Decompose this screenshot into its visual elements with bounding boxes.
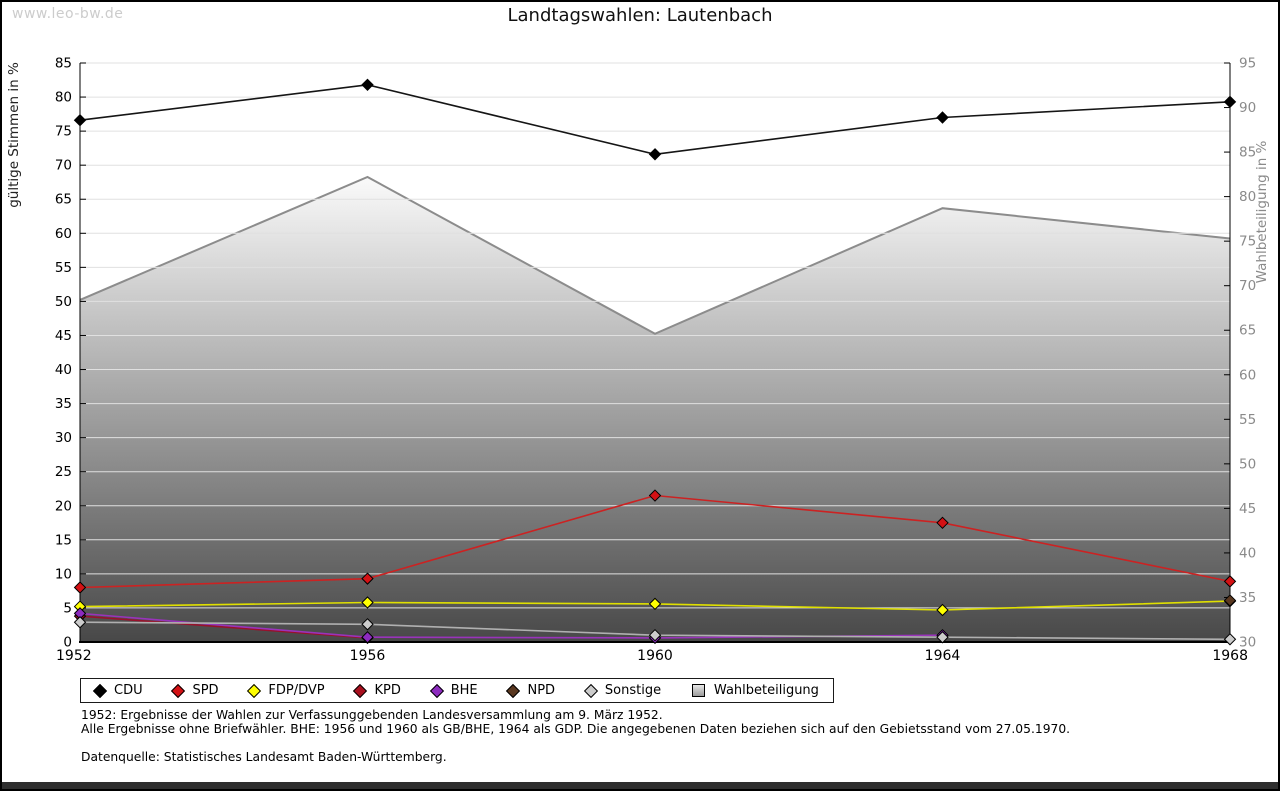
bottom-frame-bar [2,782,1278,789]
note-line-1: 1952: Ergebnisse der Wahlen zur Verfassunggebenden Landesversammlung am 9. März 1952. [81,708,663,722]
x-tick-label: 1960 [637,648,673,664]
x-tick-label: 1968 [1212,648,1248,664]
legend-label: Sonstige [604,683,662,698]
data-source: Datenquelle: Statistisches Landesamt Baden-Württemberg. [81,750,447,764]
svg-text:25: 25 [54,464,72,481]
svg-text:35: 35 [54,396,72,413]
data-point [650,149,661,160]
svg-text:55: 55 [54,259,72,276]
legend-item-cdu [95,683,143,698]
data-point [1225,96,1236,107]
svg-text:60: 60 [1239,367,1257,384]
diamond-marker-icon [247,683,261,697]
chart-legend [80,678,834,703]
svg-text:70: 70 [1239,278,1257,295]
svg-text:85: 85 [1239,144,1257,161]
left-axis-title: gültige Stimmen in % [6,62,22,208]
svg-text:65: 65 [54,191,72,208]
svg-text:55: 55 [1239,411,1257,428]
legend-item-spd [173,683,218,698]
turnout-swatch-icon [692,684,705,697]
data-point [75,115,86,126]
svg-text:50: 50 [1239,456,1257,473]
data-point [362,79,373,90]
svg-text:15: 15 [54,532,72,549]
diamond-marker-icon [93,683,107,697]
election-line-chart [2,2,1280,672]
legend-label: Wahlbeteiligung [713,683,819,698]
series-markers-cdu [75,79,1236,159]
svg-text:40: 40 [54,362,72,379]
svg-text:35: 35 [1239,589,1257,606]
legend-label: BHE [450,683,478,698]
svg-text:75: 75 [1239,233,1257,250]
legend-item-wahlbeteiligung [692,683,819,698]
note-line-2: Alle Ergebnisse ohne Briefwähler. BHE: 1956 und 1960 als GB/BHE, 1964 als GDP. Die angegebenen Daten beziehen sich auf den Gebietsstand vom 27.05.1970. [81,722,1071,736]
svg-text:60: 60 [54,225,72,242]
legend-item-fdp-dvp [249,683,324,698]
x-tick-label: 1956 [349,648,386,664]
x-tick-label: 1952 [56,648,92,664]
svg-text:45: 45 [54,327,72,344]
svg-text:20: 20 [54,498,72,515]
svg-text:30: 30 [1239,634,1257,651]
svg-text:95: 95 [1239,55,1257,72]
svg-text:10: 10 [54,566,72,583]
legend-label: CDU [114,683,143,698]
turnout-area [80,177,1230,642]
legend-label: SPD [192,683,219,698]
legend-label: NPD [527,683,556,698]
diamond-marker-icon [584,683,598,697]
svg-text:65: 65 [1239,322,1257,339]
legend-item-bhe [432,683,478,698]
x-tick-label: 1964 [924,648,961,664]
svg-text:85: 85 [54,55,72,72]
right-axis-title: Wahlbeteiligung in % [1254,140,1270,284]
legend-label: FDP/DVP [268,683,325,698]
svg-text:80: 80 [54,89,72,106]
chart-notes [81,708,1221,736]
legend-item-sonstige [586,683,661,698]
series-line-cdu [80,85,1230,155]
svg-text:45: 45 [1239,500,1257,517]
legend-label: KPD [374,683,401,698]
data-point [937,112,948,123]
svg-text:90: 90 [1239,100,1257,117]
page-title: Landtagswahlen: Lautenbach [507,5,773,26]
diamond-marker-icon [171,683,185,697]
diamond-marker-icon [353,683,367,697]
diamond-marker-icon [430,683,444,697]
legend-item-kpd [355,683,400,698]
svg-text:30: 30 [54,430,72,447]
svg-text:50: 50 [54,293,72,310]
svg-text:80: 80 [1239,189,1257,206]
svg-text:40: 40 [1239,545,1257,562]
diamond-marker-icon [506,683,520,697]
watermark: www.leo-bw.de [12,6,124,22]
svg-text:5: 5 [63,600,72,617]
svg-text:75: 75 [54,123,72,140]
legend-item-npd [508,683,555,698]
svg-text:70: 70 [54,157,72,174]
svg-text:0: 0 [63,634,72,651]
